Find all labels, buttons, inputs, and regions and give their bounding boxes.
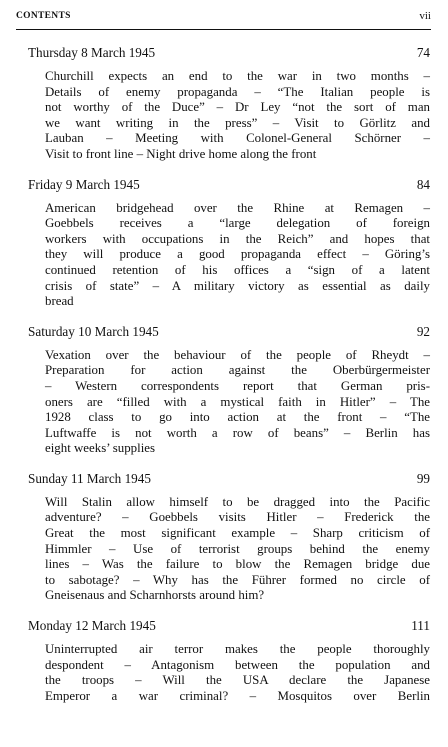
header-rule: [16, 29, 431, 30]
entry-summary: [45, 69, 430, 163]
contents-entry: [28, 44, 430, 163]
summary-line: Emperor a war criminal? – Mosquitos over Berlin: [45, 688, 430, 703]
entry-date: Saturday 10 March 1945: [28, 323, 159, 339]
summary-line: Uninterrupted air terror makes the people thoroughly: [45, 642, 430, 657]
summary-line: Details of enemy propaganda – “The Italian people is: [45, 84, 430, 99]
summary-line: American bridgehead over the Rhine at Remagen –: [45, 200, 430, 215]
summary-line: crisis of state” – A military victory as essential as daily: [45, 278, 430, 293]
entry-page-number: 92: [416, 323, 430, 339]
contents-entry: [28, 176, 430, 310]
entry-heading: [28, 44, 430, 62]
entry-date: Friday 9 March 1945: [28, 176, 140, 192]
summary-line: they will produce a good propaganda effect – Göring’s: [45, 247, 430, 262]
entry-summary: [45, 495, 430, 604]
entry-date: Monday 12 March 1945: [28, 618, 156, 634]
summary-line: the troops – Will the USA declare the Japanese: [45, 673, 430, 688]
summary-line: adventure? – Goebbels visits Hitler – Frederick the: [45, 510, 430, 525]
summary-line: to sabotage? – Why has the Führer formed no circle of: [45, 572, 430, 587]
entry-date: Sunday 11 March 1945: [28, 470, 151, 486]
summary-line: Visit to front line – Night drive home along the front: [45, 146, 317, 161]
summary-line: 1928 class to go into action at the front – “The: [45, 410, 430, 425]
contents-list: [28, 44, 430, 717]
contents-entry: [28, 470, 430, 604]
summary-line: eight weeks’ supplies: [45, 441, 156, 456]
entry-date: Thursday 8 March 1945: [28, 45, 156, 60]
summary-line: not worthy of the Duce” – Dr Ley “not the sort of man: [45, 100, 430, 115]
summary-line: – Western correspondents report that German pris-: [45, 378, 430, 393]
summary-line: Great the most significant example – Sharp criticism of: [45, 526, 430, 541]
entry-heading: [28, 323, 430, 341]
entry-summary: [45, 642, 430, 704]
summary-line: lines – Was the failure to blow the Remagen bridge due: [45, 557, 430, 572]
entry-heading: [28, 617, 430, 635]
summary-line: bread: [45, 294, 74, 309]
entry-heading: [28, 470, 430, 488]
entry-page-number: 99: [416, 470, 430, 486]
running-head-page-number: vii: [419, 10, 431, 22]
summary-line: despondent – Antagonism between the population and: [45, 657, 430, 672]
summary-line: Will Stalin allow himself to be dragged into the Pacific: [45, 494, 430, 509]
entry-summary: [45, 201, 430, 310]
entry-summary: [45, 348, 430, 457]
entry-page-number: 74: [416, 45, 430, 60]
summary-line: continued retention of his offices a “sign of a latent: [45, 262, 430, 277]
contents-entry: [28, 323, 430, 457]
summary-line: Churchill expects an end to the war in two months –: [45, 69, 430, 83]
summary-line: we want writing in the press” – Visit to Görlitz and: [45, 115, 430, 130]
running-head: [16, 8, 431, 28]
entry-page-number: 111: [411, 618, 430, 634]
entry-page-number: 84: [416, 176, 430, 192]
summary-line: oners are “filled with a mystical faith in Hitler” – The: [45, 394, 430, 409]
summary-line: Himmler – Use of terrorist groups behind the enemy: [45, 541, 430, 556]
summary-line: Goebbels receives a “large delegation of foreign: [45, 216, 430, 231]
contents-entry: [28, 617, 430, 704]
summary-line: Vexation over the behaviour of the people of Rheydt –: [45, 347, 430, 362]
summary-line: Gneisenaus and Scharnhorsts around him?: [45, 588, 265, 603]
summary-line: workers with occupations in the Reich” and hopes that: [45, 231, 430, 246]
running-head-title: CONTENTS: [16, 11, 71, 21]
entry-heading: [28, 176, 430, 194]
summary-line: Lauban – Meeting with Colonel-General Schörner –: [45, 131, 430, 146]
summary-line: Luftwaffe is not worth a row of beans” – Berlin has: [45, 425, 430, 440]
summary-line: Preparation for action against the Oberbürgermeister: [45, 363, 430, 378]
